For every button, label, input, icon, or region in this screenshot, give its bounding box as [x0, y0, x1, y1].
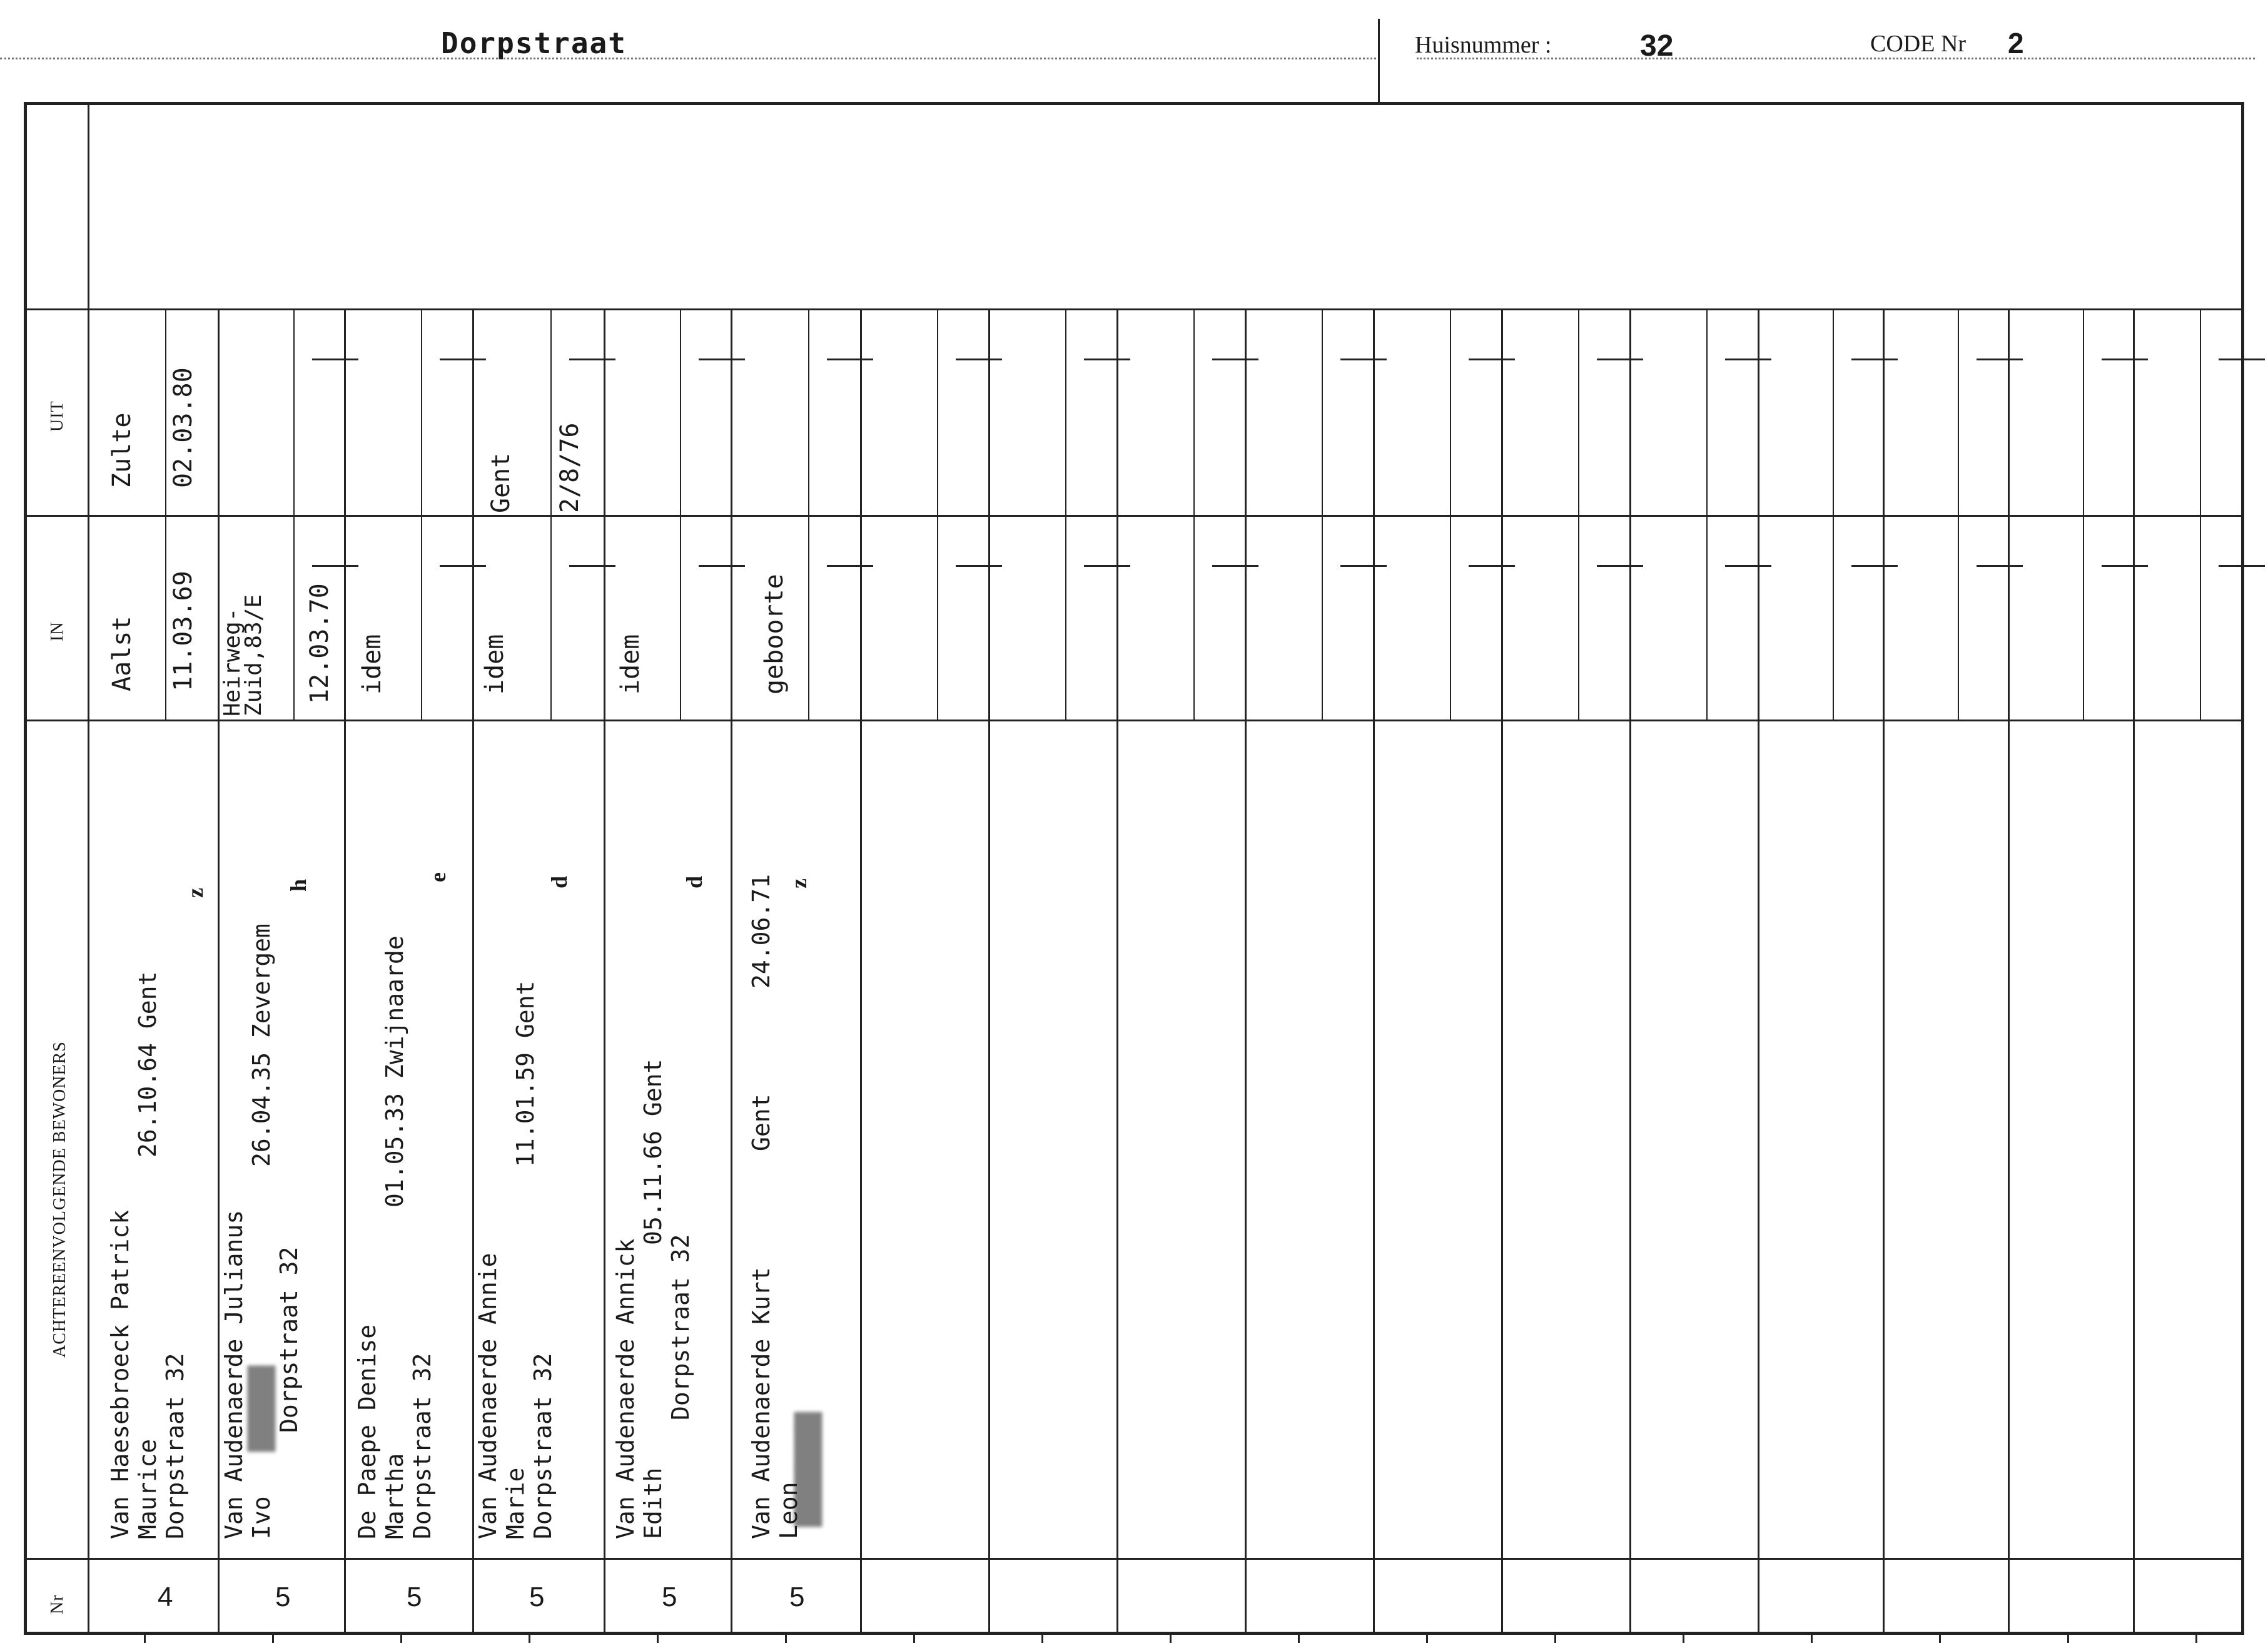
column-divider — [1629, 308, 1631, 1635]
empty-dash-in — [2219, 565, 2265, 567]
column-divider — [218, 308, 220, 1635]
subcolumn-divider — [1706, 308, 1708, 720]
bottom-tick — [785, 1635, 787, 1643]
resident-name-3: De Paepe Denise — [353, 1324, 381, 1539]
resident-name-2: Van Audenaerde Julianus — [220, 1209, 248, 1539]
redacted-text-6: ████████ — [794, 1412, 822, 1527]
column-divider — [1883, 308, 1885, 1635]
subcolumn-divider — [1578, 308, 1579, 720]
empty-dash-uit — [1597, 359, 1643, 360]
code-value: 2 — [2008, 27, 2024, 59]
empty-dash-uit — [1084, 359, 1130, 360]
subcolumn-divider — [1450, 308, 1451, 720]
subcolumn-divider — [2200, 308, 2201, 720]
resident-birth-1: 26.10.64 Gent — [134, 971, 161, 1157]
resident-nr-4: 5 — [529, 1582, 545, 1612]
subcolumn-divider — [1322, 308, 1323, 720]
empty-dash-in — [1977, 565, 2023, 567]
resident-address-5: Dorpstraat 32 — [667, 1234, 694, 1420]
bottom-tick — [2195, 1635, 2197, 1643]
resident-in-place-1: Aalst — [108, 616, 136, 691]
resident-firstname-6: Leon — [775, 1482, 802, 1539]
empty-dash-uit — [1851, 359, 1898, 360]
subcolumn-divider — [808, 308, 809, 720]
resident-birth-date-6: 24.06.71 — [747, 873, 775, 989]
resident-address-1: Dorpstraat 32 — [161, 1353, 189, 1539]
bottom-tick — [1041, 1635, 1043, 1643]
code-label: CODE Nr — [1870, 31, 1967, 57]
uit-top-divider — [24, 308, 2244, 310]
bottom-tick — [657, 1635, 659, 1643]
empty-dash-uit — [956, 359, 1002, 360]
resident-uit-date-1: 02.03.80 — [169, 367, 198, 488]
section-label-in: IN — [48, 621, 67, 641]
empty-dash-uit — [1469, 359, 1515, 360]
empty-dash-uit — [2102, 359, 2148, 360]
column-divider — [988, 308, 990, 1635]
subcolumn-divider — [1833, 308, 1834, 720]
subcolumn-divider — [550, 308, 552, 720]
empty-dash-in — [956, 565, 1002, 567]
resident-uit-date-4: 2/8/76 — [555, 422, 584, 513]
empty-dash-in — [1469, 565, 1515, 567]
bottom-tick — [1554, 1635, 1556, 1643]
resident-firstname-1: Maurice — [134, 1438, 161, 1539]
header-divider — [1378, 19, 1380, 103]
resident-uit-place-1: Zulte — [108, 412, 136, 488]
resident-in-place-4: idem — [480, 634, 509, 694]
empty-dash-in — [1597, 565, 1643, 567]
section-label-nr: Nr — [48, 1594, 67, 1614]
column-divider — [1501, 308, 1503, 1635]
street-name: Dorpstraat — [441, 26, 627, 60]
bottom-tick — [1939, 1635, 1941, 1643]
resident-uit-place-4: Gent — [487, 452, 515, 513]
bottom-tick — [400, 1635, 402, 1643]
column-divider — [604, 308, 605, 1635]
bottom-tick — [1811, 1635, 1813, 1643]
empty-dash-in — [1851, 565, 1898, 567]
bottom-tick — [272, 1635, 274, 1643]
bottom-tick — [913, 1635, 915, 1643]
resident-nr-1: 4 — [158, 1582, 173, 1612]
subcolumn-divider — [421, 308, 422, 720]
empty-dash-uit — [1340, 359, 1387, 360]
resident-address-3: Dorpstraat 32 — [408, 1353, 436, 1539]
bottom-tick — [1170, 1635, 1172, 1643]
resident-birth-3: 01.05.33 Zwijnaarde — [381, 935, 408, 1208]
table-left-border — [24, 102, 27, 1635]
resident-in-place-5: idem — [616, 634, 645, 694]
column-divider — [2008, 308, 2010, 1635]
resident-name-4: Van Audenaerde Annie — [474, 1253, 502, 1539]
label-column-divider — [88, 102, 89, 1635]
resident-firstname-3: Martha — [381, 1453, 408, 1539]
resident-suffix-2: h — [286, 878, 311, 892]
table-bottom-border — [24, 1632, 2244, 1635]
column-divider — [1116, 308, 1118, 1635]
table-right-border — [2241, 102, 2244, 1635]
bottom-tick — [2067, 1635, 2069, 1643]
bottom-tick — [1683, 1635, 1684, 1643]
resident-suffix-5: d — [682, 875, 707, 888]
empty-dash-in — [1725, 565, 1771, 567]
empty-dash-uit — [1977, 359, 2023, 360]
column-divider — [344, 308, 346, 1635]
subcolumn-divider — [1193, 308, 1195, 720]
empty-dash-uit — [827, 359, 873, 360]
column-divider — [1758, 308, 1759, 1635]
resident-suffix-6: z — [786, 878, 811, 888]
bottom-tick — [529, 1635, 530, 1643]
redacted-text-2: ██████ — [248, 1365, 275, 1452]
resident-address-2: Dorpstraat 32 — [275, 1246, 303, 1433]
resident-birth-2: 26.04.35 Zevergem — [248, 923, 275, 1167]
empty-dash-uit — [1212, 359, 1258, 360]
subcolumn-divider — [293, 308, 295, 720]
resident-in-date-1: 11.03.69 — [169, 571, 198, 691]
bottom-tick — [1426, 1635, 1428, 1643]
in-top-divider — [24, 515, 2244, 517]
empty-dash-in — [440, 565, 486, 567]
resident-in-place-6: geboorte — [760, 574, 789, 694]
resident-birth-4: 11.01.59 Gent — [512, 980, 539, 1167]
resident-in-date-2: 12.03.70 — [305, 583, 334, 704]
empty-dash-uit — [440, 359, 486, 360]
column-divider — [731, 308, 732, 1635]
resident-nr-3: 5 — [407, 1582, 422, 1612]
resident-name-5: Van Audenaerde Annick — [612, 1238, 639, 1539]
subcolumn-divider — [1065, 308, 1066, 720]
subcolumn-divider — [165, 308, 166, 720]
column-divider — [860, 308, 862, 1635]
subcolumn-divider — [680, 308, 681, 720]
resident-firstname-5: Edith — [639, 1467, 667, 1539]
resident-suffix-4: d — [547, 875, 572, 888]
resident-firstname-4: Marie — [502, 1467, 529, 1539]
column-divider — [1245, 308, 1247, 1635]
resident-in-place-2: Heirweg-Zuid,83/E — [220, 594, 266, 716]
empty-dash-in — [2102, 565, 2148, 567]
resident-nr-6: 5 — [789, 1582, 805, 1612]
section-label-uit: UIT — [48, 400, 67, 432]
subcolumn-divider — [2083, 308, 2084, 720]
house-number-label: Huisnummer : — [1415, 32, 1552, 58]
column-divider — [2133, 308, 2135, 1635]
table-top-border — [24, 102, 2244, 105]
empty-dash-uit — [1725, 359, 1771, 360]
subcolumn-divider — [937, 308, 938, 720]
empty-dash-uit — [699, 359, 745, 360]
header-dotted-line — [0, 58, 1376, 59]
empty-dash-uit — [312, 359, 358, 360]
empty-dash-in — [1212, 565, 1258, 567]
empty-dash-in — [699, 565, 745, 567]
empty-dash-in — [1084, 565, 1130, 567]
resident-birth-5: 05.11.66 Gent — [639, 1059, 667, 1245]
empty-dash-in — [569, 565, 615, 567]
empty-dash-uit — [569, 359, 615, 360]
resident-name-1: Van Haesebroeck Patrick — [106, 1209, 134, 1539]
resident-in-place-3: idem — [358, 634, 387, 694]
column-divider — [1373, 308, 1375, 1635]
resident-suffix-1: z — [183, 888, 208, 898]
house-number-value: 32 — [1640, 29, 1674, 63]
resident-suffix-3: e — [425, 872, 450, 882]
bewoners-top-divider — [24, 720, 2244, 721]
empty-dash-in — [1340, 565, 1387, 567]
resident-nr-2: 5 — [275, 1582, 291, 1612]
resident-name-6: Van Audenaerde Kurt — [747, 1267, 775, 1539]
empty-dash-uit — [2219, 359, 2265, 360]
resident-nr-5: 5 — [662, 1582, 677, 1612]
section-label-bewoners: ACHTEREENVOLGENDE BEWONERS — [50, 1041, 69, 1358]
resident-firstname-2: Ivo — [248, 1496, 275, 1539]
empty-dash-in — [827, 565, 873, 567]
resident-birth-6: Gent — [747, 1094, 775, 1151]
empty-dash-in — [312, 565, 358, 567]
bottom-tick — [144, 1635, 146, 1643]
subcolumn-divider — [1958, 308, 1959, 720]
resident-address-4: Dorpstraat 32 — [529, 1353, 557, 1539]
nr-top-divider — [24, 1558, 2244, 1560]
bottom-tick — [1298, 1635, 1300, 1643]
